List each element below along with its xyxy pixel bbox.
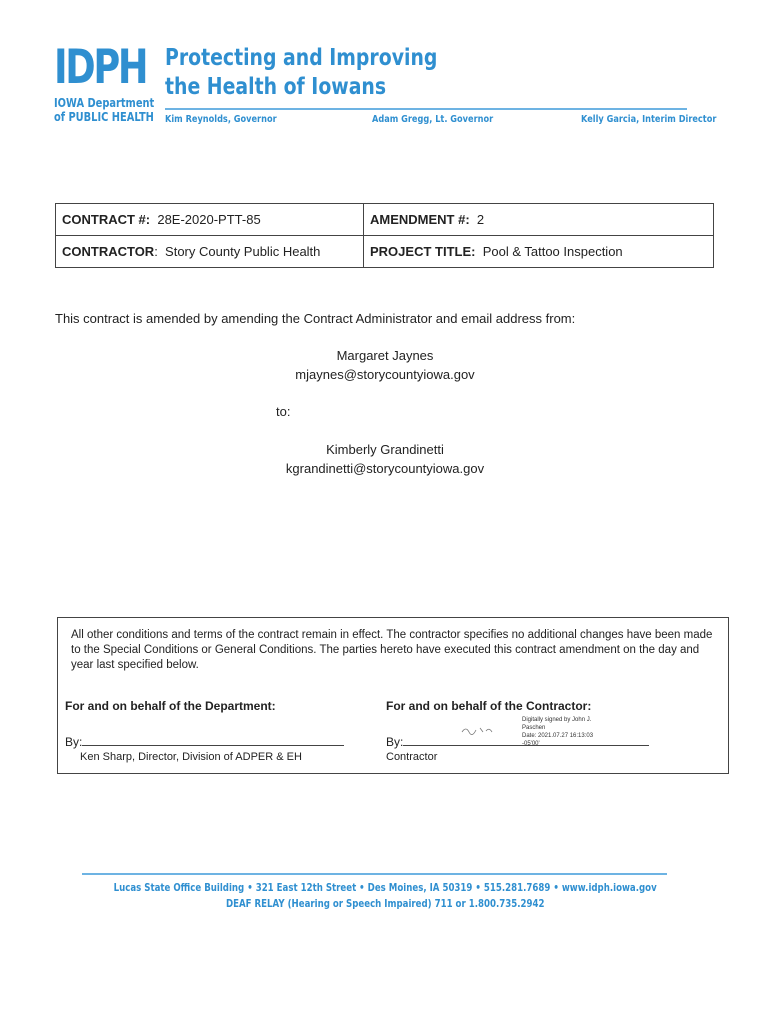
digital-signature-line-1: Digitally signed by John J. [522, 717, 592, 723]
from-email: mjaynes@storycountyiowa.gov [295, 367, 475, 382]
footer-address-text: Lucas State Office Building • 321 East 12th Street • Des Moines, IA 50319 • 515.281.7689 • www.idph.iowa.gov [113, 882, 657, 894]
department-signature-field[interactable] [82, 734, 344, 746]
contract-number-label: CONTRACT #: [62, 212, 151, 227]
department-heading: For and on behalf of the Department: [65, 699, 276, 713]
project-title-cell [364, 236, 714, 268]
contract-number-cell [56, 204, 364, 236]
conditions-paragraph: All other conditions and terms of the contract remain in effect. The contractor specifies no additional changes have been made to the Special Conditions or General Conditions. The parties hereto have executed this contract amendment on the day and year last specified below. [71, 629, 713, 671]
contractor-label: CONTRACTOR [62, 244, 155, 259]
logo-line-2: of PUBLIC HEALTH [54, 110, 154, 124]
department-signature-line[interactable] [65, 734, 344, 749]
digital-signature-line-3: Date: 2021.07.27 16:13:03 -05'00' [522, 733, 594, 747]
digital-signature-line-2: Paschen [522, 725, 546, 731]
official-governor: Kim Reynolds, Governor [165, 114, 277, 125]
signature-box [57, 617, 729, 774]
tagline-line-1: Protecting and Improving [165, 45, 438, 71]
logo-mark: IDPH [54, 40, 147, 95]
amendment-intro: This contract is amended by amending the Contract Administrator and email address from: [55, 311, 576, 326]
logo-line-1: IOWA Department [54, 96, 155, 110]
department-by-label: By: [65, 735, 83, 749]
footer-address [0, 882, 770, 894]
tagline [165, 44, 437, 102]
project-title-label: PROJECT TITLE: [370, 244, 476, 259]
footer-rule [82, 873, 667, 875]
to-email: kgrandinetti@storycountyiowa.gov [285, 461, 485, 476]
to-name: Kimberly Grandinetti [326, 442, 444, 457]
footer-relay-text: DEAF RELAY (Hearing or Speech Impaired) 711 or 1.800.735.2942 [225, 898, 545, 910]
amendment-number-cell [364, 204, 714, 236]
footer-relay [0, 898, 770, 910]
contractor-signature-field[interactable] [403, 734, 649, 746]
to-label: to: [276, 404, 291, 419]
contractor-signer-label: Contractor [386, 751, 438, 763]
amendment-number-label: AMENDMENT #: [370, 212, 470, 227]
department-signer-name: Ken Sharp, Director, Division of ADPER & EH [80, 751, 302, 763]
idph-logo [54, 40, 155, 124]
amendment-number: 2 [476, 212, 485, 227]
official-lt-governor: Adam Gregg, Lt. Governor [372, 114, 494, 125]
tagline-line-2: the Health of Iowans [165, 74, 387, 100]
project-title: Pool & Tattoo Inspection [482, 244, 623, 259]
contractor-by-label: By: [386, 735, 404, 749]
contractor-heading: For and on behalf of the Contractor: [386, 699, 592, 713]
contractor-cell: CONTRACTOR: Story County Public Health [56, 236, 364, 268]
letterhead-rule [165, 108, 687, 110]
official-director: Kelly Garcia, Interim Director [581, 114, 717, 125]
from-name: Margaret Jaynes [336, 348, 434, 363]
contract-info-table [55, 203, 714, 268]
contract-number: 28E-2020-PTT-85 [157, 212, 261, 227]
contractor-name: Story County Public Health [165, 244, 321, 259]
contractor-signature-line[interactable] [386, 734, 649, 749]
